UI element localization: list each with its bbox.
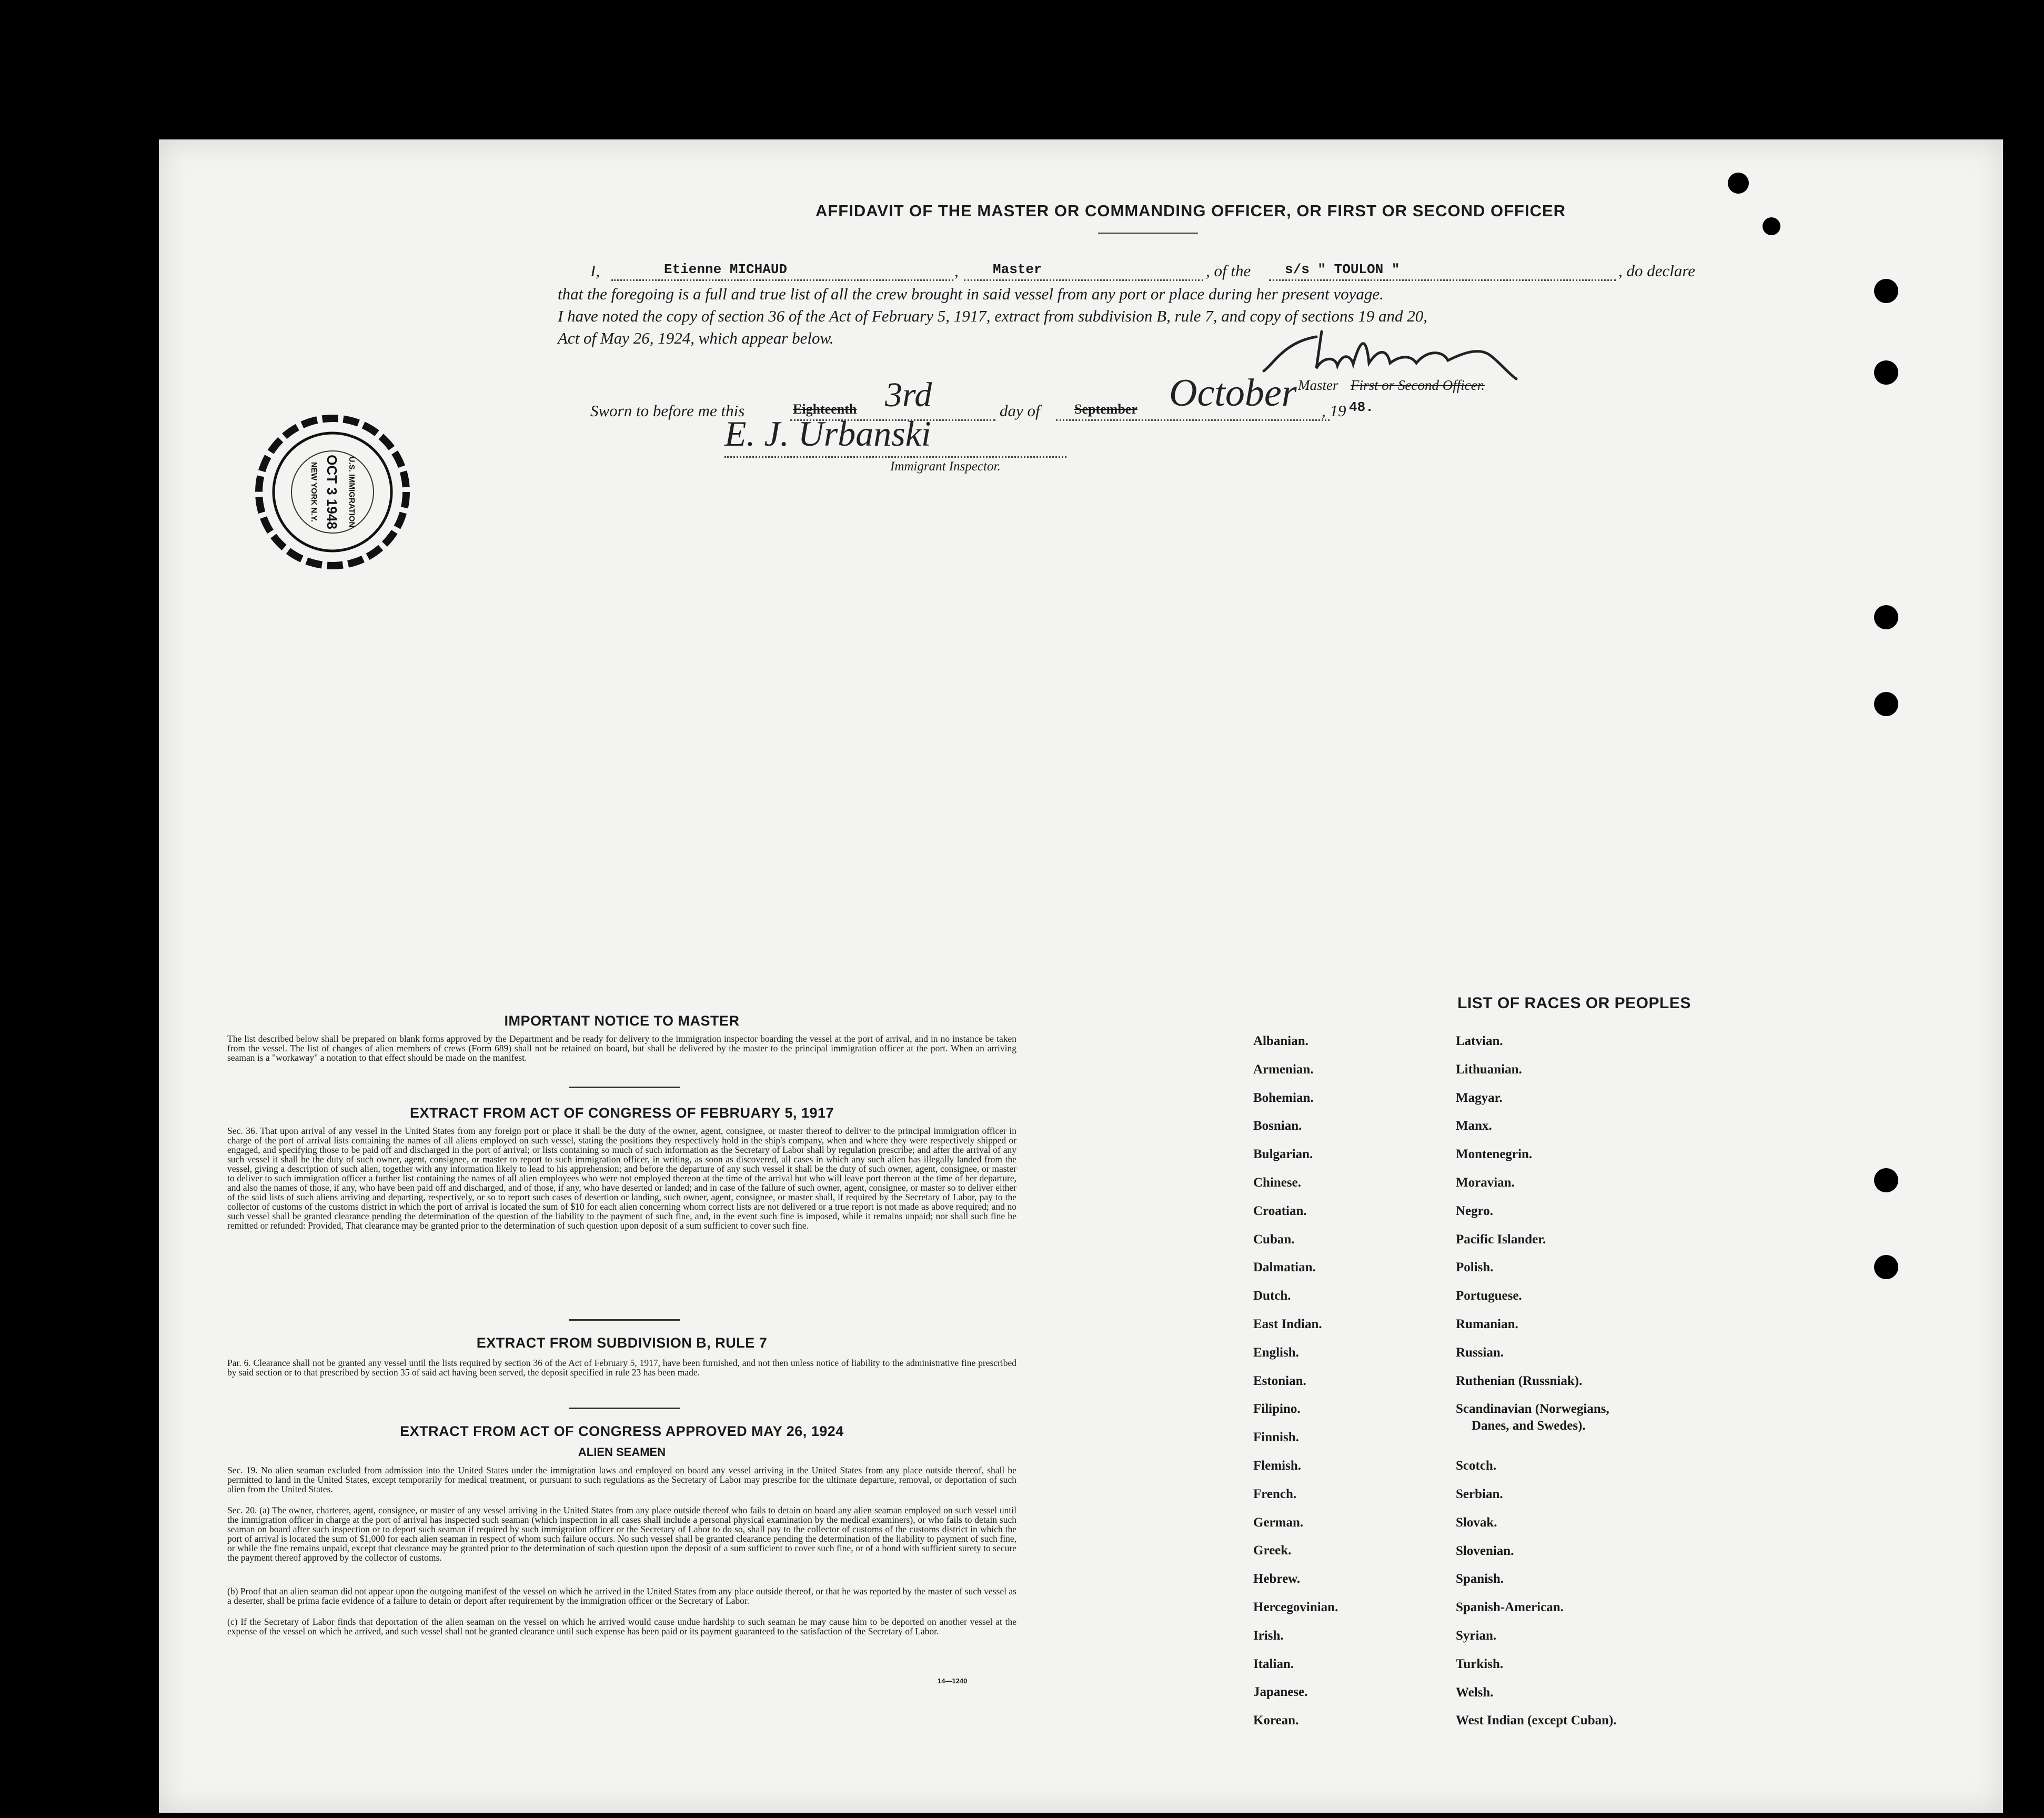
affidavit-line-4: Act of May 26, 1924, which appear below. [558, 329, 834, 347]
year-prefix: , 19 [1322, 401, 1346, 420]
svg-text:U.S. IMMIGRATION: U.S. IMMIGRATION [347, 456, 356, 528]
race-item: Scotch. [1456, 1459, 1497, 1473]
punch-hole [1763, 217, 1780, 235]
rank-value: Master [993, 262, 1042, 277]
race-item: Flemish. [1253, 1459, 1301, 1473]
race-item: East Indian. [1253, 1317, 1322, 1331]
race-item: Spanish. [1456, 1572, 1504, 1586]
race-item: Italian. [1253, 1656, 1294, 1671]
day-of-label: day of [1000, 401, 1040, 420]
affidavit-line-2: that the foregoing is a full and true list of all the crew brought in said vessel from any port or place during her present voyage. [558, 285, 1384, 303]
day-printed-struck: Eighteenth [793, 401, 857, 417]
inspector-signature: E. J. Urbanski [724, 414, 931, 454]
race-item: Cuban. [1253, 1232, 1295, 1247]
affidavit-title: AFFIDAVIT OF THE MASTER OR COMMANDING OFFICER, OR FIRST OR SECOND OFFICER [815, 202, 1566, 220]
race-item: Negro. [1456, 1203, 1494, 1218]
punch-hole [1874, 1255, 1898, 1279]
race-item: Korean. [1253, 1713, 1299, 1728]
punch-hole [1874, 1168, 1898, 1192]
race-item: Lithuanian. [1456, 1062, 1522, 1077]
race-item: Estonian. [1253, 1373, 1306, 1388]
race-item: Syrian. [1456, 1629, 1497, 1643]
signature-text [1301, 337, 1320, 343]
race-item: Irish. [1253, 1628, 1284, 1643]
race-item: Montenegrin. [1456, 1147, 1533, 1162]
race-item: Bulgarian. [1253, 1147, 1313, 1162]
race-item: Magyar. [1456, 1090, 1503, 1105]
punch-hole [1874, 692, 1898, 716]
act-1924-heading: EXTRACT FROM ACT OF CONGRESS APPROVED MAY 26, 1924 [400, 1423, 844, 1439]
rule-7-heading: EXTRACT FROM SUBDIVISION B, RULE 7 [476, 1335, 768, 1351]
act-1924-subheading: ALIEN SEAMEN [578, 1445, 666, 1459]
race-item: Manx. [1456, 1119, 1492, 1133]
do-declare: , do declare [1618, 262, 1696, 280]
form-number: 14—1240 [938, 1677, 968, 1685]
race-item: Portuguese. [1456, 1289, 1522, 1303]
race-item: Hercegovinian. [1253, 1600, 1338, 1614]
race-item: West Indian (except Cuban). [1456, 1713, 1617, 1728]
divider-1 [569, 1087, 680, 1088]
race-item: Pacific Islander. [1456, 1232, 1546, 1247]
race-item: Dalmatian. [1253, 1260, 1316, 1275]
race-item: Croatian. [1253, 1203, 1307, 1218]
act-1917-heading: EXTRACT FROM ACT OF CONGRESS OF FEBRUARY 5, 1917 [409, 1105, 834, 1121]
master-name: Etienne MICHAUD [664, 262, 788, 277]
race-item: French. [1253, 1486, 1297, 1501]
title-divider [1098, 233, 1198, 234]
svg-text:OCT 3 1948: OCT 3 1948 [324, 455, 340, 529]
race-item: Dutch. [1253, 1289, 1291, 1303]
day-handwritten: 3rd [885, 376, 932, 414]
race-item: Bosnian. [1253, 1119, 1302, 1133]
race-item: Slovak. [1456, 1515, 1497, 1530]
race-item: Scandinavian (Norwegians, [1456, 1402, 1609, 1417]
sec-20c-text: (c) If the Secretary of Labor finds that deportation of the alien seaman on the vessel on which he arrived would cause undue hardship to such seaman he may cause him to be deported on another vessel at the expense of the vessel on which he arrived, and such vessel shall not be granted clearance until such expense has been paid or its payment guaranteed to the satisfaction of the Secretary of Labor. [227, 1616, 1016, 1636]
affidavit-i: I, [590, 262, 600, 280]
race-item: Armenian. [1253, 1062, 1314, 1077]
race-item: Japanese. [1253, 1685, 1308, 1700]
svg-text:NEW YORK N.Y.: NEW YORK N.Y. [309, 462, 318, 522]
race-item: Polish. [1456, 1260, 1494, 1275]
month-handwritten: October [1169, 371, 1297, 415]
race-item: Serbian. [1456, 1487, 1503, 1501]
race-item: German. [1253, 1515, 1304, 1530]
year-suffix: 48. [1349, 399, 1374, 415]
race-item: Turkish. [1456, 1656, 1504, 1671]
race-item: Albanian. [1253, 1034, 1308, 1048]
sec-19-text: Sec. 19. No alien seaman excluded from admission into the United States under the immigration laws and employed on board any vessel arriving in the United States from any place outside thereof, shall be permitted to land in the United States, except temporarily for medical treatment, or pursuant to such regulations as the Secretary of Labor may prescribe for the ultimate departure, removal, or deportation of such alien from the United States. [227, 1465, 1016, 1494]
races-left-column [1253, 1034, 1453, 1797]
race-item: Welsh. [1456, 1685, 1494, 1700]
race-item: Moravian. [1456, 1176, 1515, 1190]
divider-3 [569, 1408, 680, 1409]
rule-7-text: Par. 6. Clearance shall not be granted any vessel until the lists required by section 36 of the Act of February 5, 1917, have been furnished, and not then unless notice of liability to the administrative fine prescribed by said section or to that prescribed by section 35 of said act having been served, the deposit specified in rule 23 has been made. [227, 1358, 1016, 1378]
race-item: Filipino. [1253, 1402, 1301, 1417]
punch-hole [1874, 360, 1898, 385]
race-item: Russian. [1456, 1345, 1504, 1360]
race-item: Ruthenian (Russniak). [1456, 1373, 1583, 1388]
punch-hole [1874, 605, 1898, 629]
race-item: Bohemian. [1253, 1090, 1314, 1105]
of-the-label: , of the [1206, 262, 1251, 280]
inspector-label: Immigrant Inspector. [890, 459, 1001, 474]
punch-hole [1874, 279, 1898, 303]
sec-20b-text: (b) Proof that an alien seaman did not appear upon the outgoing manifest of the vessel on which he arrived in the United States from any place outside thereof, or that he was reported by the master of such vessel as a deserter, shall be prima facie evidence of a failure to detain or deport after requirement by the immigration officer or the Secretary of Labor. [227, 1586, 1016, 1606]
race-item: Hebrew. [1253, 1572, 1301, 1586]
document-page [159, 139, 2003, 1813]
races-heading: LIST OF RACES OR PEOPLES [1457, 995, 1691, 1012]
month-printed-struck: September [1074, 401, 1137, 417]
notice-text: The list described below shall be prepared on blank forms approved by the Department and be ready for delivery to the immigration inspector boarding the vessel at the port of arrival, and in no instance be taken from the vessel. The list of changes of alien members of crews (Form 689) shall not be retained on board, but shall be delivered by the master to the principal immigration officer at the port. When an arriving seaman is a "workaway" a notation to that effect should be made on the manifest. [227, 1033, 1016, 1063]
race-item: Latvian. [1456, 1034, 1503, 1048]
vessel-name: s/s " TOULON " [1285, 262, 1400, 277]
divider-2 [569, 1319, 680, 1321]
race-item: Danes, and Swedes). [1472, 1419, 1586, 1433]
punch-hole [1728, 173, 1749, 194]
race-item: Spanish-American. [1456, 1600, 1564, 1615]
race-item: Slovenian. [1456, 1543, 1514, 1558]
sworn-label: Sworn to before me this [590, 401, 745, 420]
comma: , [954, 262, 959, 280]
act-1917-text: Sec. 36. That upon arrival of any vessel in the United States from any foreign port or place it shall be the duty of the owner, agent, consignee, or master thereof to deliver to the principal immigration officer in charge of the port of arrival lists containing the names of all aliens employed on such vessel, stating the positions they respectively hold in the ship's company, when and where they were respectively shipped or engaged, and specifying those to be paid off and discharged in the port of arrival; or lists containing so much of such information as the Secretary of Labor shall by regulation prescribe; and after the arrival of any such vessel it shall be the duty of such owner, agent, consignee, or master to report to such immigration officer, in writing, as soon as discovered, all cases in which any such alien has illegally landed from the vessel, giving a description of such alien, together with any information likely to lead to his apprehension; and before the departure of any such vessel it shall be the duty of such owner, agent, consignee, or master to deliver to such immigration officer a further list containing the names of all alien employees who were not employed thereon at the time of the arrival but who will leave port thereon at the time of her departure, and also the names of those, if any, who have been paid off and discharged, and of those, if any, who have deserted or landed; and in case of the failure of such owner, agent, consignee, or master so to deliver either of the said lists of such aliens arriving and departing, respectively, or so to report such cases of desertion or landing, such owner, agent, consignee, or master shall, if required by the Secretary of Labor, pay to the collector of customs of the customs district in which the port of arrival is located the sum of $10 for each alien concerning whom correct lists are not delivered or a true report is not made as above required; and no such vessel shall be granted clearance pending the determination of the question of the liability to the payment of such fine, and, in the event such fine is imposed, while it remains unpaid; nor shall such fine be remitted or refunded: Provided, That clearance may be granted prior to the determination of such question upon deposit of a sum sufficient to cover such fine. [227, 1126, 1016, 1231]
master-label: Master [1298, 377, 1338, 393]
race-item: Chinese. [1253, 1176, 1301, 1190]
notice-heading: IMPORTANT NOTICE TO MASTER [504, 1013, 740, 1029]
race-item: English. [1253, 1345, 1299, 1360]
race-item: Rumanian. [1456, 1317, 1518, 1331]
race-item: Greek. [1253, 1543, 1292, 1558]
sec-20a-text: Sec. 20. (a) The owner, charterer, agent, consignee, or master of any vessel arriving in the United States from any place outside thereof who fails to detain on board any alien seaman employed on such vessel until the immigration officer in charge at the port of arrival has inspected such seaman (which inspection in all cases shall include a personal physical examination by the medical examiners), or who fails to detain such seaman on board after such inspection or to deport such seaman if required by such immigration officer or the Secretary of Labor to do so, shall pay to the collector of customs of the customs district in which the port of arrival is located the sum of $1,000 for each alien seaman in respect of whom such failure occurs. No such vessel shall be granted clearance pending the determination of the liability to payment of such fine, or while the fine remains unpaid, except that clearance may be granted prior to the determination of such question upon the deposit of a sum sufficient to cover such fine, or of a bond with sufficient surety to secure the payment thereof approved by the collector of customs. [227, 1505, 1016, 1563]
affidavit-line-3: I have noted the copy of section 36 of the Act of February 5, 1917, extract from subdivision B, rule 7, and copy of sections 19 and 20, [558, 307, 1428, 325]
officer-struck: First or Second Officer. [1351, 377, 1485, 393]
race-item: Finnish. [1253, 1430, 1299, 1445]
immigration-stamp [254, 413, 411, 571]
races-right-column [1456, 1034, 1729, 1797]
